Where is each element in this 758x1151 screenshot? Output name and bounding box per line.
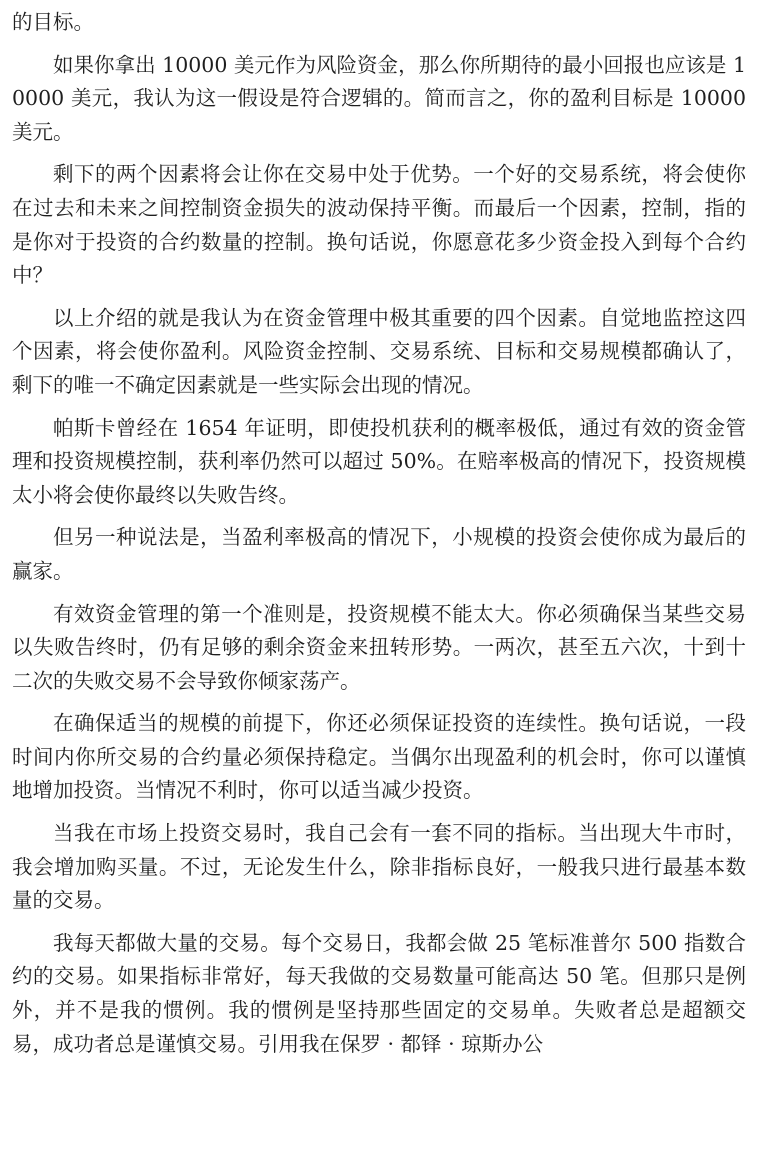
- paragraph-8: 在确保适当的规模的前提下，你还必须保证投资的连续性。换句话说，一段时间内你所交易的合约量必须保持稳定。当偶尔出现盈利的机会时，你可以谨慎地增加投资。当情况不利时，你可以适当减少投资。: [12, 711, 746, 803]
- paragraph-6: 但另一种说法是，当盈利率极高的情况下，小规模的投资会使你成为最后的赢家。: [12, 525, 746, 583]
- paragraph-9: 当我在市场上投资交易时，我自己会有一套不同的指标。当出现大牛市时，我会增加购买量。不过，无论发生什么，除非指标良好，一般我只进行最基本数量的交易。: [12, 821, 746, 913]
- paragraph-4: 以上介绍的就是我认为在资金管理中极其重要的四个因素。自觉地监控这四个因素，将会使你盈利。风险资金控制、交易系统、目标和交易规模都确认了，剩下的唯一不确定因素就是一些实际会出现的情况。: [12, 305, 746, 397]
- paragraph-1: 的目标。: [12, 10, 94, 34]
- paragraph-3: 剩下的两个因素将会让你在交易中处于优势。一个好的交易系统，将会使你在过去和未来之间控制资金损失的波动保持平衡。而最后一个因素，控制，指的是你对于投资的合约数量的控制。换句话说，你愿意花多少资金投入到每个合约中？: [12, 162, 746, 288]
- paragraph-5: 帕斯卡曾经在 1654 年证明，即使投机获利的概率极低，通过有效的资金管理和投资规模控制，获利率仍然可以超过 50%。在赔率极高的情况下，投资规模太小将会使你最终以失败告终。: [12, 415, 746, 507]
- paragraph-7: 有效资金管理的第一个准则是，投资规模不能太大。你必须确保当某些交易以失败告终时，仍有足够的剩余资金来扭转形势。一两次，甚至五六次，十到十二次的失败交易不会导致你倾家荡产。: [12, 601, 746, 693]
- paragraph-10: 我每天都做大量的交易。每个交易日，我都会做 25 笔标准普尔 500 指数合约的交易。如果指标非常好，每天我做的交易数量可能高达 50 笔。但那只是例外，并不是我的惯例。我的惯例是坚持那些固定的交易单。失败者总是超额交易，成功者总是谨慎交易。引用我在保罗 · 都铎 · 琼斯办公: [12, 930, 746, 1056]
- paragraph-2: 如果你拿出 10000 美元作为风险资金，那么你所期待的最小回报也应该是 10000 美元，我认为这一假设是符合逻辑的。简而言之，你的盈利目标是 10000 美元。: [12, 52, 746, 144]
